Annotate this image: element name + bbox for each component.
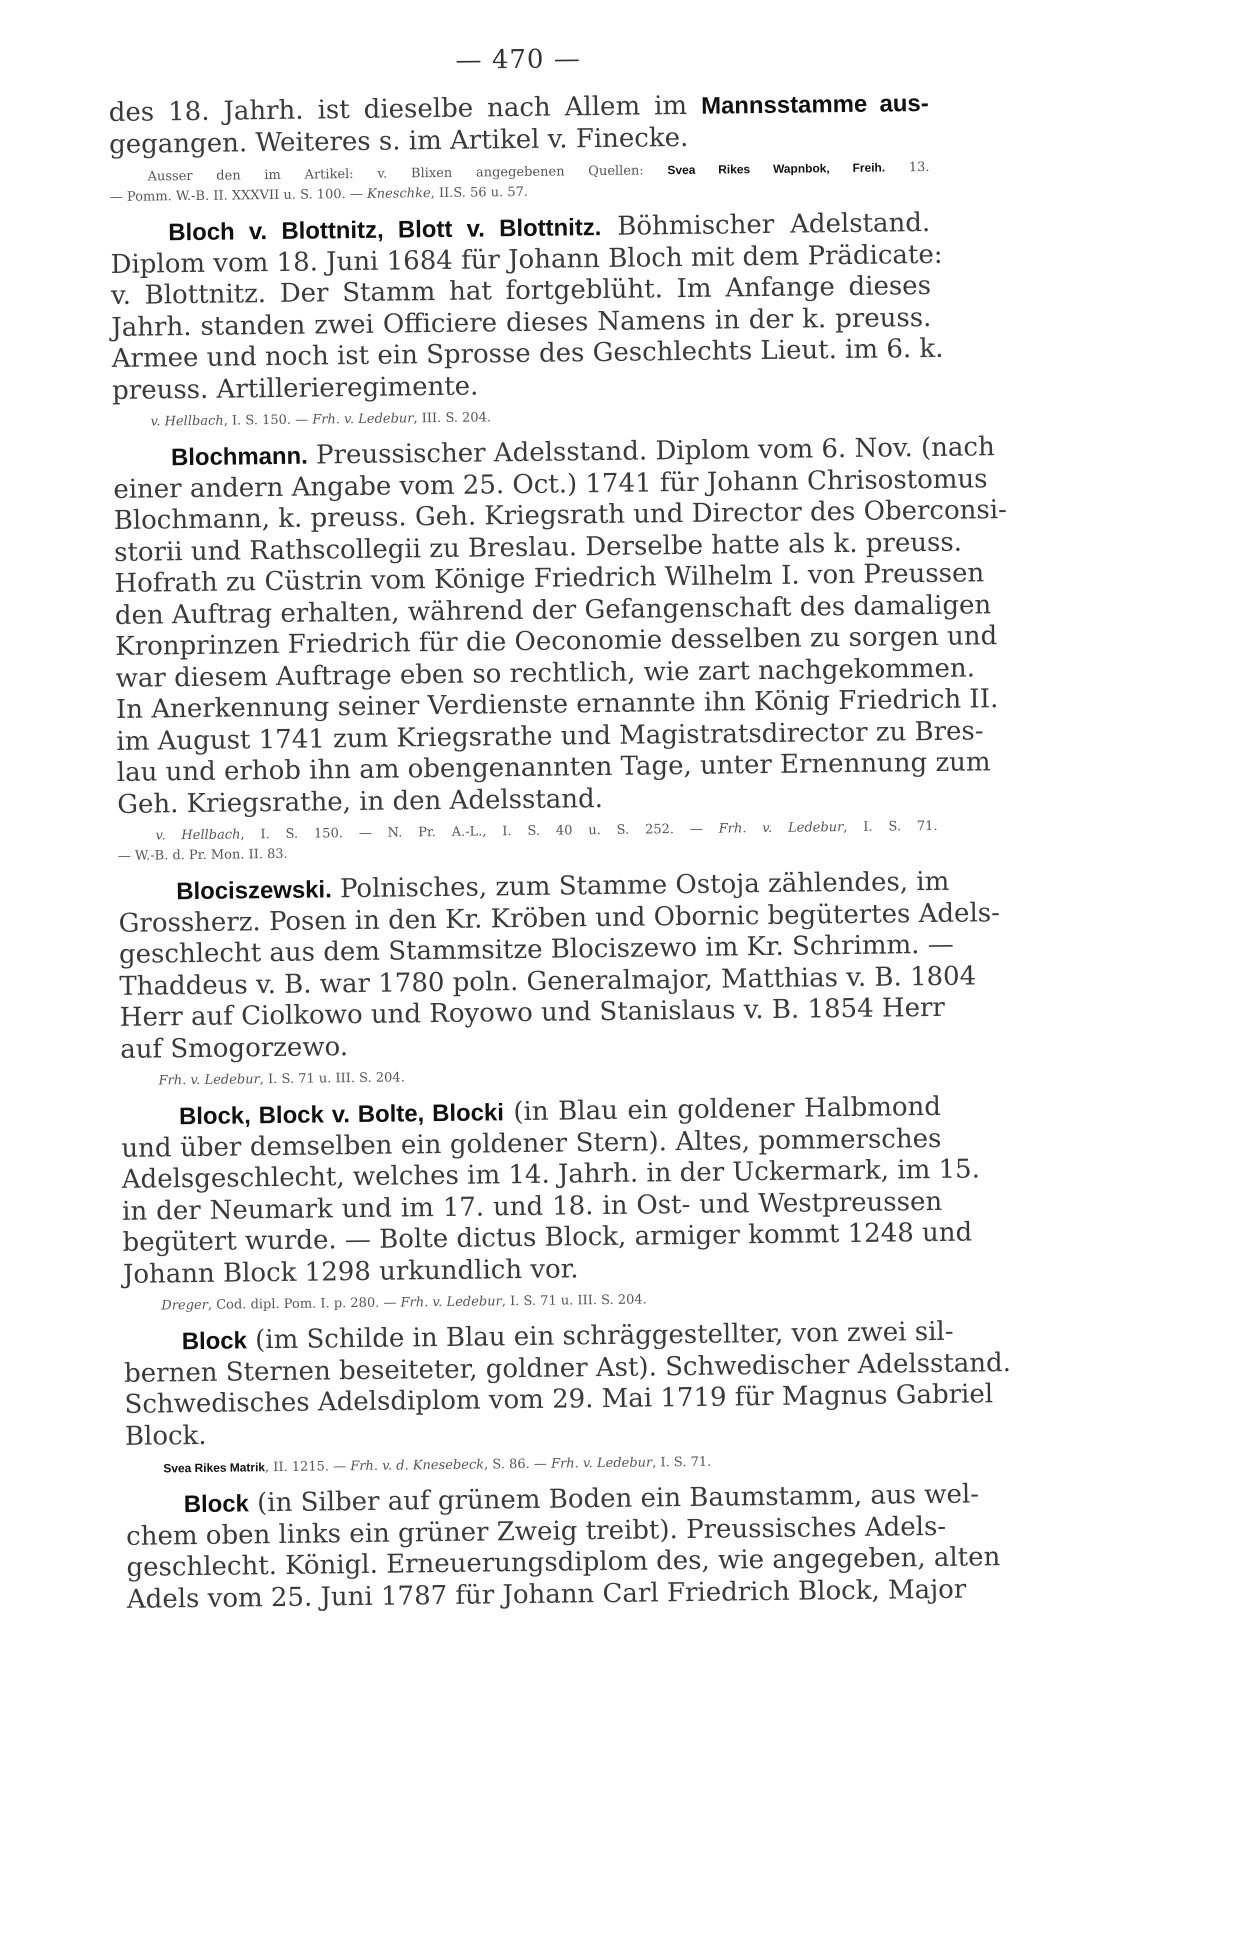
text-segment: Ausser den im Artikel: v. Blixen angegebenen Quellen: bbox=[147, 163, 668, 185]
bold-text: Block bbox=[181, 1327, 248, 1356]
text-segment: war diesem Auftrage eben so rechtlich, wie zart nachgekommen. bbox=[115, 652, 976, 694]
text-segment: 13. bbox=[885, 159, 930, 176]
citation-block bbox=[117, 817, 937, 867]
text-segment: und über demselben ein goldener Stern). Altes, pommersches bbox=[121, 1123, 942, 1164]
text-segment: , I. S. 71 u. III. S. 204. bbox=[501, 1292, 647, 1310]
text-segment: des 18. Jahrh. ist dieselbe nach Allem im bbox=[108, 90, 702, 128]
text-segment: In Anerkennung seiner Verdienste ernannte ihn König Friedrich II. bbox=[115, 684, 999, 725]
text-segment: Geh. Kriegsrathe, in den Adelsstand. bbox=[117, 783, 604, 820]
entry-paragraph bbox=[118, 866, 1001, 1066]
text-segment: , I. S. 150. — bbox=[223, 412, 313, 429]
italic-text: Frh. v. Ledebur bbox=[550, 1455, 653, 1472]
text-segment: Blochmann, k. preuss. Geh. Kriegsrath und Director des Oberconsi- bbox=[113, 495, 1008, 536]
text-segment: den Auftrag erhalten, während der Gefangenschaft des damaligen bbox=[114, 589, 992, 631]
italic-text: Frh. v. Ledebur bbox=[312, 411, 414, 428]
text-segment: Thaddeus v. B. war 1780 poln. Generalmajor, Matthias v. B. 1804 bbox=[119, 960, 977, 1002]
bold-text: Blociszewski. bbox=[176, 876, 332, 906]
page-number: — 470 — bbox=[455, 44, 581, 76]
text-segment: , I. S. 71. bbox=[843, 818, 938, 836]
text-segment: , I. S. 150. — N. Pr. A.-L., I. S. 40 u. S. 252. — bbox=[240, 821, 719, 843]
citation-block bbox=[120, 1062, 940, 1092]
bold-text: Svea Rikes Matrik bbox=[163, 1460, 266, 1476]
text-segment: Kronprinzen Friedrich für die Oeconomie desselben zu sorgen und bbox=[115, 621, 998, 662]
citation-block bbox=[109, 157, 929, 208]
entry-paragraph bbox=[125, 1479, 1001, 1616]
citation-line bbox=[112, 403, 932, 433]
text-segment: Johann Block 1298 urkundlich vor. bbox=[122, 1253, 579, 1290]
citation-line bbox=[125, 1449, 945, 1480]
text-segment: Adels vom 25. Juni 1787 für Johann Carl Friedrich Block, Major bbox=[126, 1574, 967, 1615]
text-segment: lau und erhob ihn am obengenannten Tage, unter Ernennung zum bbox=[116, 747, 991, 788]
text-segment: , S. 86. — bbox=[484, 1456, 552, 1473]
text-segment: in der Neumark und im 17. und 18. in Ost- und Westpreussen bbox=[122, 1186, 943, 1227]
text-segment: Schwedisches Adelsdiplom vom 29. Mai 1719 für Magnus Gabriel bbox=[124, 1379, 994, 1420]
text-segment: (in Blau ein goldener Halbmond bbox=[503, 1091, 942, 1128]
text-segment: (in Silber auf grünem Boden ein Baumstamm, aus wel- bbox=[248, 1479, 980, 1519]
text-segment: Armee und noch ist ein Sprosse des Geschlechts Lieut. im 6. k. bbox=[111, 333, 944, 374]
text-segment: preuss. Artillerieregimente. bbox=[111, 371, 479, 406]
text-segment: Böhmischer Adelstand. bbox=[601, 207, 931, 242]
bold-text: Block, Block v. Bolte, Blocki bbox=[178, 1099, 505, 1131]
italic-text: v. Hellbach bbox=[150, 413, 224, 430]
text-segment: Adelsgeschlecht, welches im 14. Jahrh. in der Uckermark, im 15. bbox=[121, 1154, 981, 1195]
citation-block bbox=[112, 403, 932, 433]
text-segment: einer andern Angabe vom 25. Oct.) 1741 für Johann Chrisostomus bbox=[113, 463, 988, 505]
text-segment: Block. bbox=[124, 1420, 207, 1452]
text-segment: — Pomm. W.-B. II. XXXVII u. S. 100. — bbox=[109, 186, 368, 205]
text-segment: Grossherz. Posen in den Kr. Kröben und Obornic begütertes Adels- bbox=[118, 897, 1001, 939]
text-segment: (im Schilde in Blau ein schräggestellter, von zwei sil- bbox=[246, 1316, 954, 1356]
text-segment: begütert wurde. — Bolte dictus Block, armiger kommt 1248 und bbox=[122, 1217, 973, 1258]
italic-text: Frh. v. Ledebur bbox=[400, 1294, 502, 1311]
italic-text: Kneschke bbox=[366, 186, 431, 202]
italic-text: Frh. v. Ledebur bbox=[718, 820, 844, 837]
text-segment: Herr auf Ciolkowo und Royowo und Stanislaus v. B. 1854 Herr bbox=[119, 992, 946, 1033]
text-segment: storii und Rathscollegii zu Breslau. Derselbe hatte als k. preuss. bbox=[113, 527, 963, 568]
text-segment: Preussischer Adelsstand. Diplom vom 6. Nov. (nach bbox=[307, 432, 995, 471]
italic-text: Frh. v. Ledebur bbox=[158, 1072, 260, 1089]
bold-text: Bloch v. Blottnitz, Blott v. Blottnitz. bbox=[168, 213, 602, 247]
bold-text: Svea Rikes Wapnbok, Freih. bbox=[667, 160, 886, 178]
text-segment: , III. S. 204. bbox=[413, 410, 492, 427]
entry-paragraph bbox=[123, 1316, 1012, 1453]
entry-paragraph bbox=[113, 432, 1008, 821]
italic-text: Frh. v. d. Knesebeck bbox=[350, 1457, 485, 1475]
citation-line bbox=[120, 1062, 940, 1092]
bold-text: Blochmann. bbox=[170, 442, 308, 472]
text-segment: Hofrath zu Cüstrin vom Könige Friedrich Wilhelm I. von Preussen bbox=[114, 558, 985, 599]
entry-paragraph bbox=[110, 207, 944, 407]
entry-paragraph bbox=[109, 88, 930, 161]
document-page bbox=[108, 40, 1012, 1622]
entry-paragraph bbox=[121, 1091, 981, 1291]
text-segment: auf Smogorzewo. bbox=[120, 1031, 349, 1065]
text-segment: geschlecht aus dem Stammsitze Blociszewo im Kr. Schrimm. — bbox=[118, 929, 954, 970]
text-segment: , Cod. dipl. Pom. I. p. 280. — bbox=[207, 1295, 401, 1313]
citation-line bbox=[123, 1287, 943, 1317]
text-segment: Polnisches, zum Stamme Ostoja zählendes, im bbox=[331, 866, 950, 905]
text-segment: Jahrh. standen zwei Officiere dieses Namens in der k. preuss. bbox=[111, 302, 932, 343]
text-segment: — W.-B. d. Pr. Mon. II. 83. bbox=[117, 846, 288, 864]
bold-text: Block bbox=[183, 1490, 250, 1519]
text-segment: v. Blottnitz. Der Stamm hat fortgeblüht. Im Anfange dieses bbox=[110, 270, 932, 311]
page-body bbox=[108, 88, 1012, 1616]
text-segment: , II. 1215. — bbox=[264, 1459, 351, 1476]
italic-text: v. Hellbach bbox=[155, 827, 241, 844]
text-segment: chem oben links ein grüner Zweig treibt). Preussisches Adels- bbox=[125, 1511, 947, 1552]
text-segment: , I. S. 71. bbox=[652, 1454, 712, 1471]
text-segment: bernen Sternen beseiteter, goldner Ast). Schwedischer Adelsstand. bbox=[123, 1347, 1012, 1389]
citation-block bbox=[123, 1287, 943, 1317]
text-segment: gegangen. Weiteres s. im Artikel v. Finecke. bbox=[108, 122, 689, 160]
text-segment: im August 1741 zum Kriegsrathe und Magistratsdirector zu Bres- bbox=[116, 715, 984, 757]
italic-text: Dreger bbox=[161, 1297, 208, 1314]
text-segment: , I. S. 71 u. III. S. 204. bbox=[259, 1070, 405, 1088]
text-segment: , II.S. 56 u. 57. bbox=[430, 184, 529, 202]
bold-text: Mannsstamme aus- bbox=[700, 89, 929, 120]
citation-block bbox=[125, 1449, 945, 1480]
text-segment: Diplom vom 18. Juni 1684 für Johann Bloch mit dem Prädicate: bbox=[110, 239, 943, 280]
text-segment: geschlecht. Königl. Erneuerungsdiplom des, wie angegeben, alten bbox=[126, 1542, 1001, 1583]
